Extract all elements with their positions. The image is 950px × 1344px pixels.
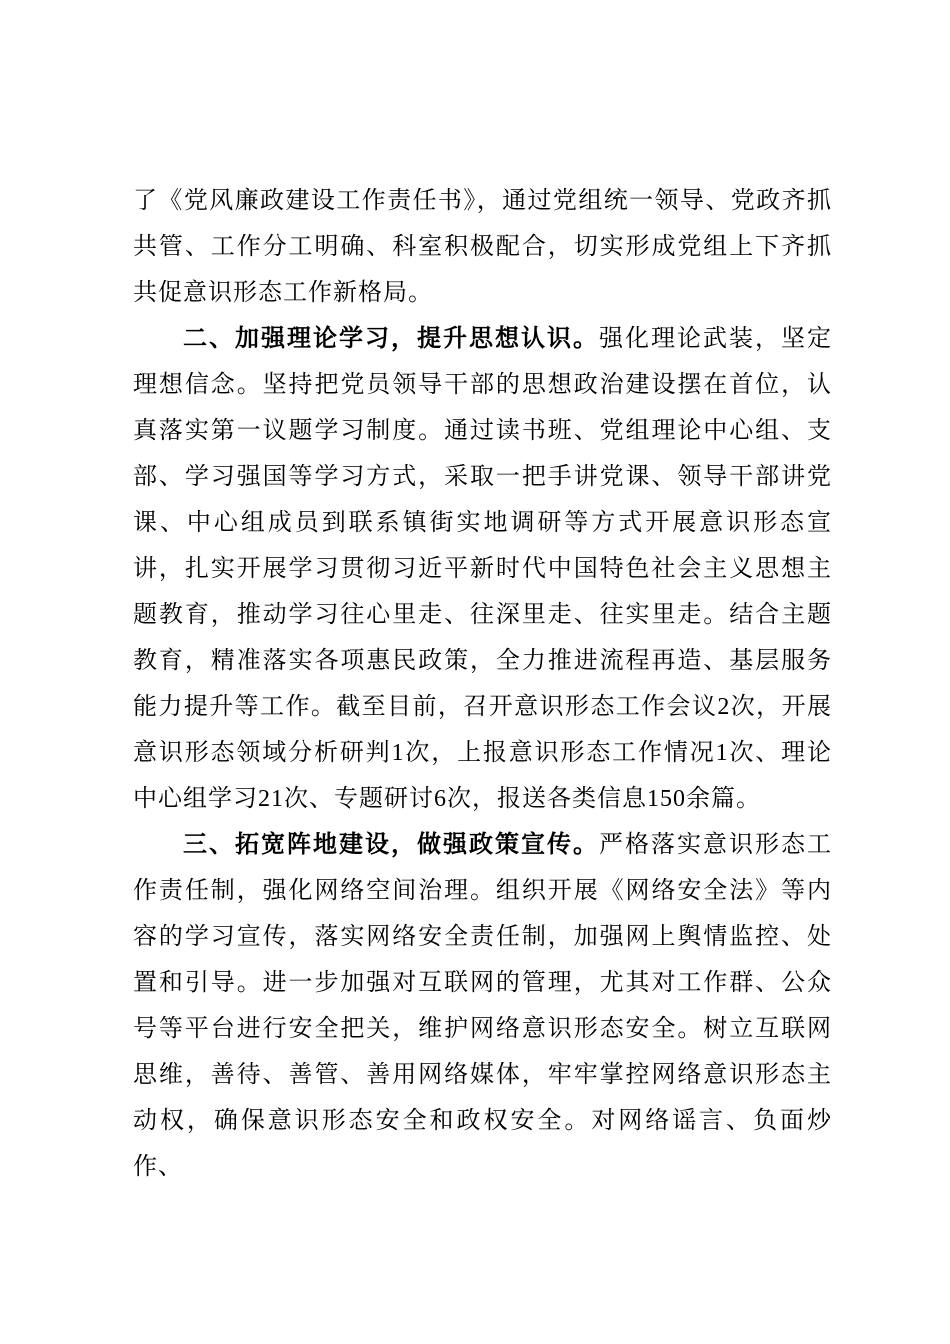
paragraph-text: 了《党风廉政建设工作责任书》，通过党组统一领导、党政齐抓共管、工作分工明确、科室积极配合，切实形成党组上下齐抓共促意识形态工作新格局。 xyxy=(133,188,832,306)
paragraph xyxy=(133,822,832,1190)
paragraph-text: 严格落实意识形态工作责任制，强化网络空间治理。组织开展《网络安全法》等内容的学习宣传，落实网络安全责任制，加强网上舆情监控、处置和引导。进一步加强对互联网的管理，尤其对工作群、公众号等平台进行安全把关，维护网络意识形态安全。树立互联网思维，善待、善管、善用网络媒体，牢牢掌控网络意识形态主动权，确保意识形态安全和政权安全。对网络谣言、负面炒作、 xyxy=(133,832,832,1180)
section-heading: 三、拓宽阵地建设，做强政策宣传。 xyxy=(183,831,599,858)
paragraph xyxy=(133,316,832,822)
paragraph xyxy=(133,178,832,316)
section-heading: 二、加强理论学习，提升思想认识。 xyxy=(183,325,599,352)
paragraph-text: 强化理论武装，坚定理想信念。坚持把党员领导干部的思想政治建设摆在首位，认真落实第一议题学习制度。通过读书班、党组理论中心组、支部、学习强国等学习方式，采取一把手讲党课、领导干部讲党课、中心组成员到联系镇街实地调研等方式开展意识形态宣讲，扎实开展学习贯彻习近平新时代中国特色社会主义思想主题教育，推动学习往心里走、往深里走、往实里走。结合主题教育，精准落实各项惠民政策，全力推进流程再造、基层服务能力提升等工作。截至目前，召开意识形态工作会议2次，开展意识形态领域分析研判1次，上报意识形态工作情况1次、理论中心组学习21次、专题研讨6次，报送各类信息150余篇。 xyxy=(133,326,832,812)
